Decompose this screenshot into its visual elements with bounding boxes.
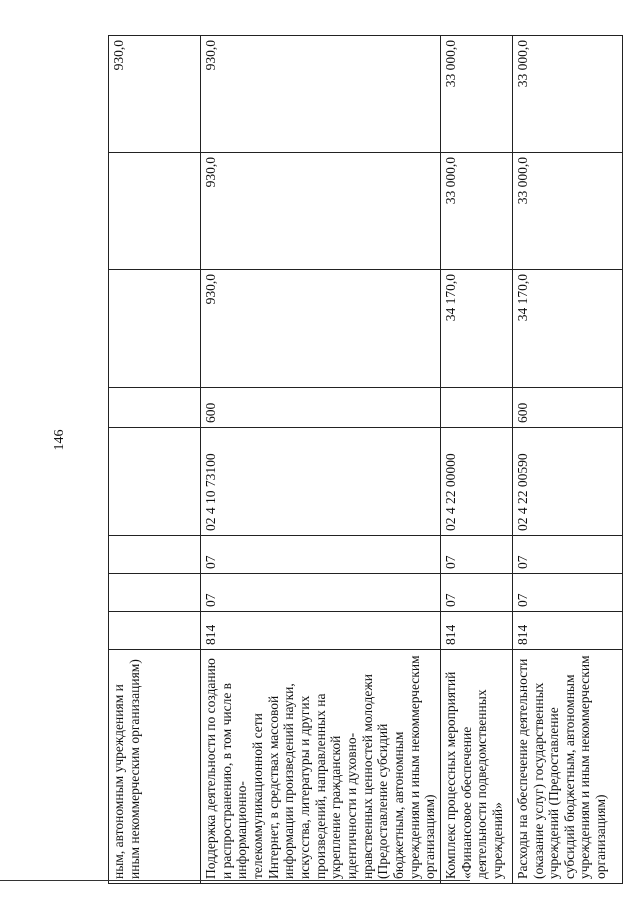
table-row: [440, 36, 512, 884]
ministry-code: 814: [440, 612, 512, 650]
amount-year-1: 930,0: [201, 270, 441, 388]
amount-year-2: 33 000,0: [512, 153, 622, 270]
ministry-code: 814: [512, 612, 622, 650]
ministry-code: [109, 612, 201, 650]
row-name: Комплекс процессных мероприятий «Финансовое обеспечение деятельности подведомственных учреждений»: [440, 650, 512, 884]
amount-year-2: [109, 153, 201, 270]
expense-type-code: 600: [201, 388, 441, 428]
section-code: [109, 574, 201, 612]
table-row: [201, 36, 441, 884]
amount-year-3: 33 000,0: [512, 36, 622, 153]
scan-edge-line: [0, 880, 470, 881]
subsection-code: 07: [512, 536, 622, 574]
amount-year-1: 34 170,0: [440, 270, 512, 388]
ministry-code: 814: [201, 612, 441, 650]
target-article-code: 02 4 10 73100: [201, 428, 441, 536]
section-code: 07: [440, 574, 512, 612]
page-number: 146: [52, 429, 67, 451]
row-name: Расходы на обеспечение деятельности (оказание услуг) государственных учреждений (Предоставление субсидий бюджетным, автономным учреждениям и иным некоммерческим организациям): [512, 650, 622, 884]
section-code: 07: [201, 574, 441, 612]
rotated-table-frame: [108, 36, 620, 884]
budget-table: [108, 35, 623, 884]
table-row: [109, 36, 201, 884]
row-name: Поддержка деятельности по созданию и распространению, в том числе в информационно-телекоммуникационной сети Интернет, в средствах массовой информации произведений науки, искусства, литературы и других произведений, направленных на укрепление гражданской идентичности и духовно-нравственных ценностей молодежи (Предоставление субсидий бюджетным, автономным учреждениям и иным некоммерческим организациям): [201, 650, 441, 884]
subsection-code: 07: [440, 536, 512, 574]
amount-year-1: 34 170,0: [512, 270, 622, 388]
amount-year-1: [109, 270, 201, 388]
subsection-code: [109, 536, 201, 574]
subsection-code: 07: [201, 536, 441, 574]
target-article-code: 02 4 22 00590: [512, 428, 622, 536]
expense-type-code: 600: [512, 388, 622, 428]
target-article-code: 02 4 22 00000: [440, 428, 512, 536]
amount-year-2: 33 000,0: [440, 153, 512, 270]
amount-year-3: 930,0: [109, 36, 201, 153]
section-code: 07: [512, 574, 622, 612]
amount-year-3: 930,0: [201, 36, 441, 153]
target-article-code: [109, 428, 201, 536]
expense-type-code: [440, 388, 512, 428]
amount-year-2: 930,0: [201, 153, 441, 270]
table-row: [512, 36, 622, 884]
row-name: ным, автономным учреждениям и иным некоммерческим организациям): [109, 650, 201, 884]
budget-table-sheet: [108, 36, 620, 884]
amount-year-3: 33 000,0: [440, 36, 512, 153]
expense-type-code: [109, 388, 201, 428]
